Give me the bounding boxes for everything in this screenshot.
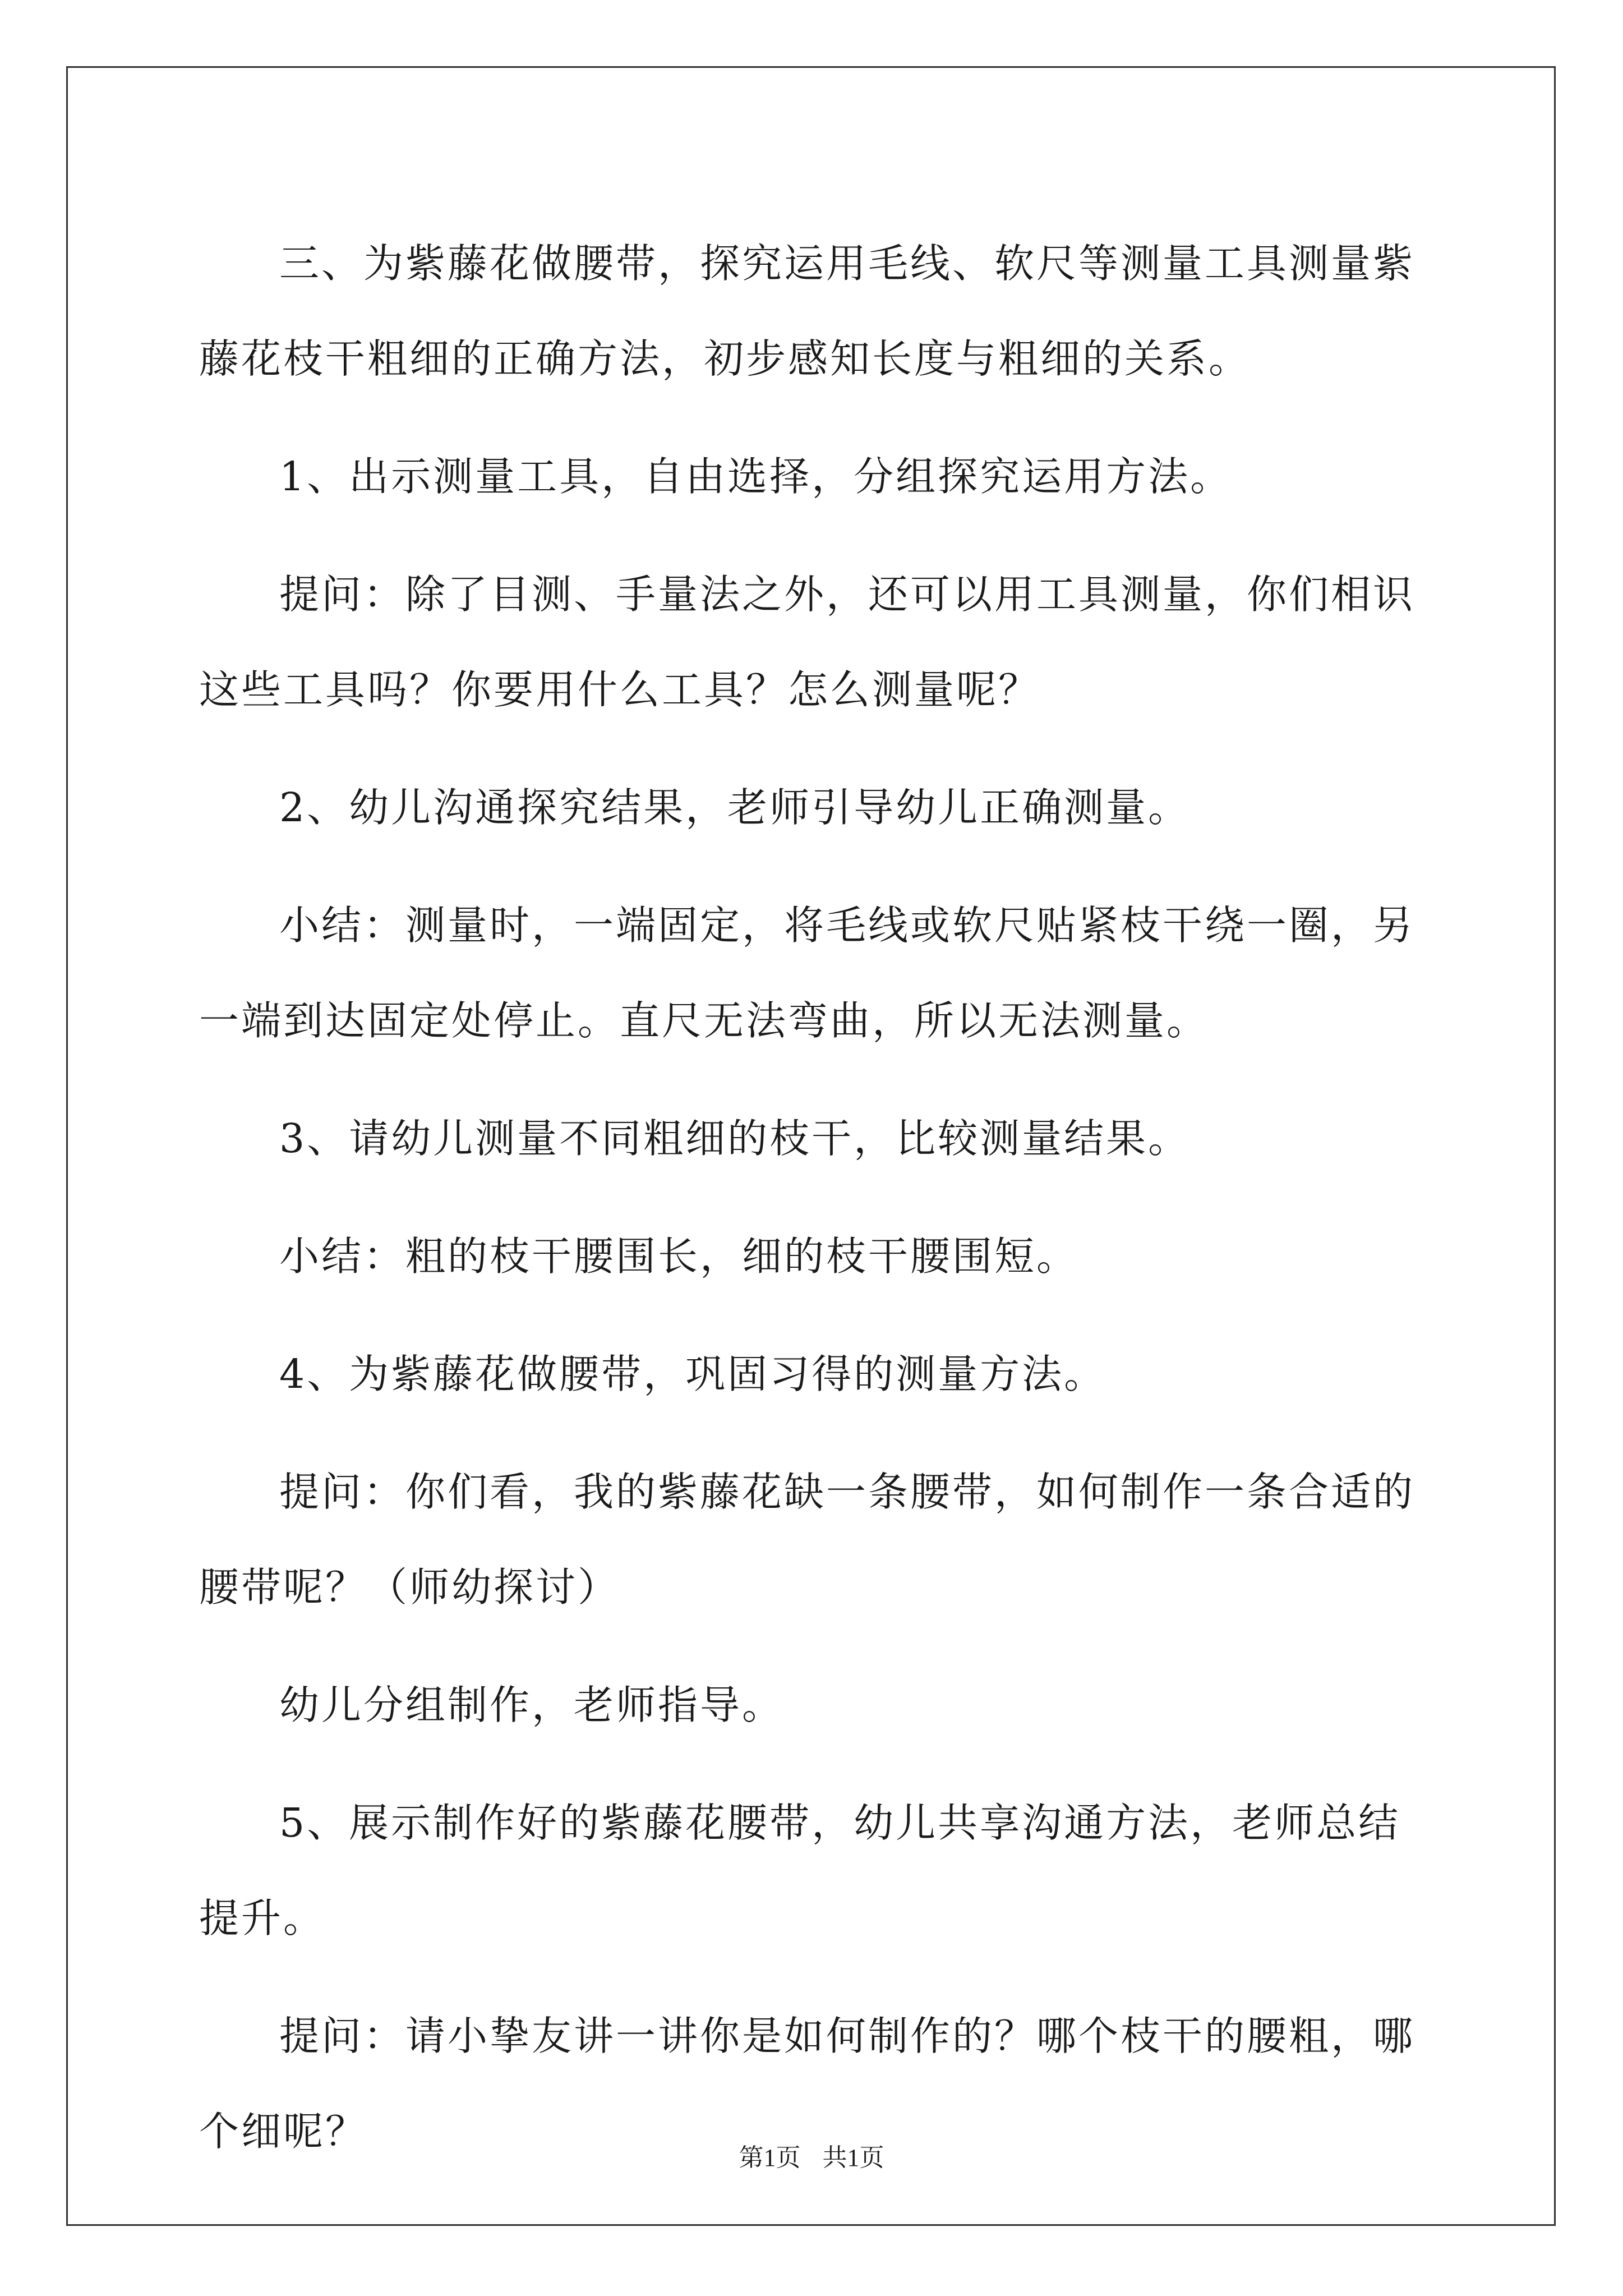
paragraph-question-1: 提问：除了目测、手量法之外，还可以用工具测量，你们相识这些工具吗？你要用什么工具？怎么测量呢？ <box>199 571 1415 713</box>
paragraph-group-work: 幼儿分组制作，老师指导。 <box>279 1682 785 1728</box>
paragraph-step-2: 2、幼儿沟通探究结果，老师引导幼儿正确测量。 <box>279 784 1191 831</box>
paragraph-section-three: 三、为紫藤花做腰带，探究运用毛线、软尺等测量工具测量紫藤花枝干粗细的正确方法，初步感知长度与粗细的关系。 <box>199 240 1415 382</box>
paragraph-question-3: 提问：请小挚友讲一讲你是如何制作的？哪个枝干的腰粗，哪个细呢？ <box>199 2013 1415 2155</box>
document-body <box>199 216 1424 2202</box>
page-number-current: 第1页 <box>739 2144 801 2171</box>
paragraph-summary-1: 小结：测量时，一端固定，将毛线或软尺贴紧枝干绕一圈，另一端到达固定处停止。直尺无法弯曲，所以无法测量。 <box>199 902 1415 1044</box>
paragraph-question-2: 提问：你们看，我的紫藤花缺一条腰带，如何制作一条合适的腰带呢？（师幼探讨） <box>199 1469 1415 1611</box>
page-number-total: 共1页 <box>822 2144 884 2171</box>
paragraph-summary-2: 小结：粗的枝干腰围长，细的枝干腰围短。 <box>279 1233 1079 1280</box>
paragraph-step-3: 3、请幼儿测量不同粗细的枝干，比较测量结果。 <box>279 1115 1191 1162</box>
paragraph-step-5: 5、展示制作好的紫藤花腰带，幼儿共享沟通方法，老师总结提升。 <box>199 1800 1401 1941</box>
paragraph-step-4: 4、为紫藤花做腰带，巩固习得的测量方法。 <box>279 1351 1106 1397</box>
page-footer <box>0 2137 1623 2173</box>
paragraph-step-1: 1、出示测量工具，自由选择，分组探究运用方法。 <box>279 453 1233 500</box>
